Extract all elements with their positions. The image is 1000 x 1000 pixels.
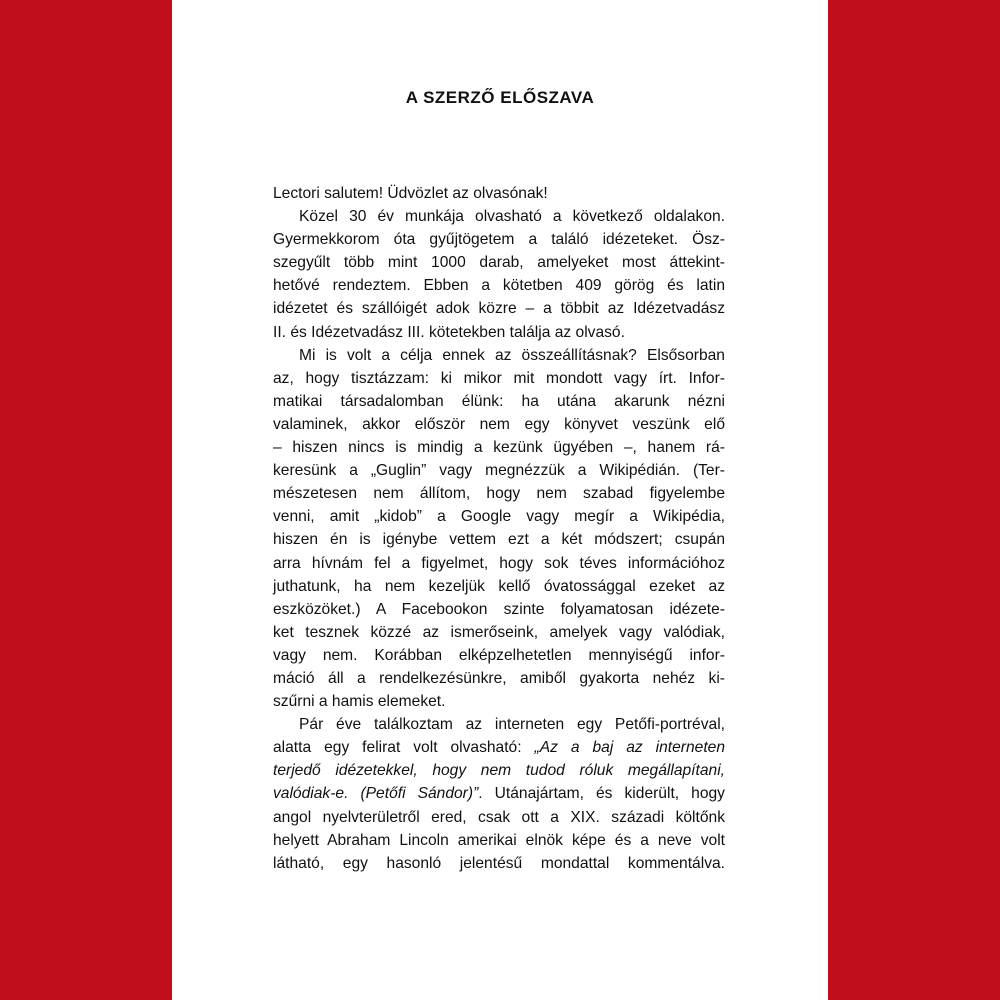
paragraph-2-line: idézetet és szállóigét adok közre – a többit az Idézetvadász: [273, 300, 725, 318]
paragraph-3-line: eszközöket.) A Facebookon szinte folyamatosan idézete-: [273, 600, 725, 618]
paragraph-2-line: szegyűlt több mint 1000 darab, amelyeket most áttekint-: [273, 254, 725, 272]
paragraph-3-line: mészetesen nem állítom, hogy nem szabad figyelembe: [273, 485, 725, 503]
paragraph-2-line: Gyermekkorom óta gyűjtögetem a találó idézeteket. Ösz-: [273, 231, 725, 249]
paragraph-3-line: máció áll a rendelkezésünkre, amiből gyakorta nehéz ki-: [273, 669, 725, 687]
paragraph-2-line: II. és Idézetvadász III. kötetekben találja az olvasó.: [273, 323, 625, 341]
paragraph-4-line: Pár éve találkoztam az interneten egy Petőfi-portréval,: [299, 716, 725, 734]
paragraph-3-line: vagy nem. Korábban elképzelhetetlen mennyiségű infor-: [273, 646, 725, 664]
quote-text: „Az a baj az interneten: [534, 739, 726, 757]
body-text: [273, 182, 725, 875]
paragraph-1-line: Lectori salutem! Üdvözlet az olvasónak!: [273, 185, 548, 202]
paragraph-2-line: hetővé rendeztem. Ebben a kötetben 409 görög és latin: [273, 277, 725, 295]
paragraph-4-line: angol nyelvterületről ered, csak ott a XIX. századi költőnk: [273, 808, 725, 826]
paragraph-4-text: . Utánajártam, és kiderült, hogy: [478, 785, 725, 803]
quote-text: valódiak-e. (Petőfi Sándor)”: [273, 785, 479, 803]
paragraph-4-line: látható, egy hasonló jelentésű mondattal kommentálva.: [273, 854, 725, 872]
paragraph-3-line: az, hogy tisztázzam: ki mikor mit mondott vagy írt. Infor-: [273, 369, 725, 387]
book-page: [172, 0, 828, 1000]
paragraph-3-line: hiszen én is igénybe vettem ezt a két módszert; csupán: [273, 531, 725, 549]
paragraph-3-line: venni, amit „kidob” a Google vagy megír a Wikipédia,: [273, 508, 725, 526]
paragraph-3-line: szűrni a hamis elemeket.: [273, 693, 446, 711]
paragraph-4-text: alatta egy felirat volt olvasható:: [273, 739, 535, 757]
paragraph-4-line: [273, 782, 725, 805]
paragraph-3-line: matikai társadalomban élünk: ha utána akarunk nézni: [273, 392, 725, 410]
paragraph-3-line: valaminek, akkor először nem egy könyvet veszünk elő: [273, 415, 725, 433]
paragraph-3-line: keresünk a „Guglin” vagy megnézzük a Wikipédián. (Ter-: [273, 462, 725, 480]
paragraph-3-line: – hiszen nincs is mindig a kezünk ügyében –, hanem rá-: [273, 439, 725, 457]
paragraph-3-line: arra hívnám fel a figyelmet, hogy sok téves információhoz: [273, 554, 725, 572]
paragraph-2-line: Közel 30 év munkája olvasható a következő oldalakon.: [299, 208, 725, 226]
quote-text: terjedő idézetekkel, hogy nem tudod róluk megállapítani,: [273, 762, 725, 780]
paragraph-3-line: Mi is volt a célja ennek az összeállításnak? Elsősorban: [299, 346, 725, 364]
paragraph-4-line: helyett Abraham Lincoln amerikai elnök képe és a neve volt: [273, 831, 725, 849]
paragraph-3-line: ket tesznek közzé az ismerőseink, amelyek vagy valódiak,: [273, 623, 725, 641]
paragraph-3-line: juthatunk, ha nem kezeljük kellő óvatossággal ezeket az: [273, 577, 725, 595]
paragraph-4-line: [273, 736, 725, 759]
chapter-title: A SZERZŐ ELŐSZAVA: [405, 88, 595, 107]
